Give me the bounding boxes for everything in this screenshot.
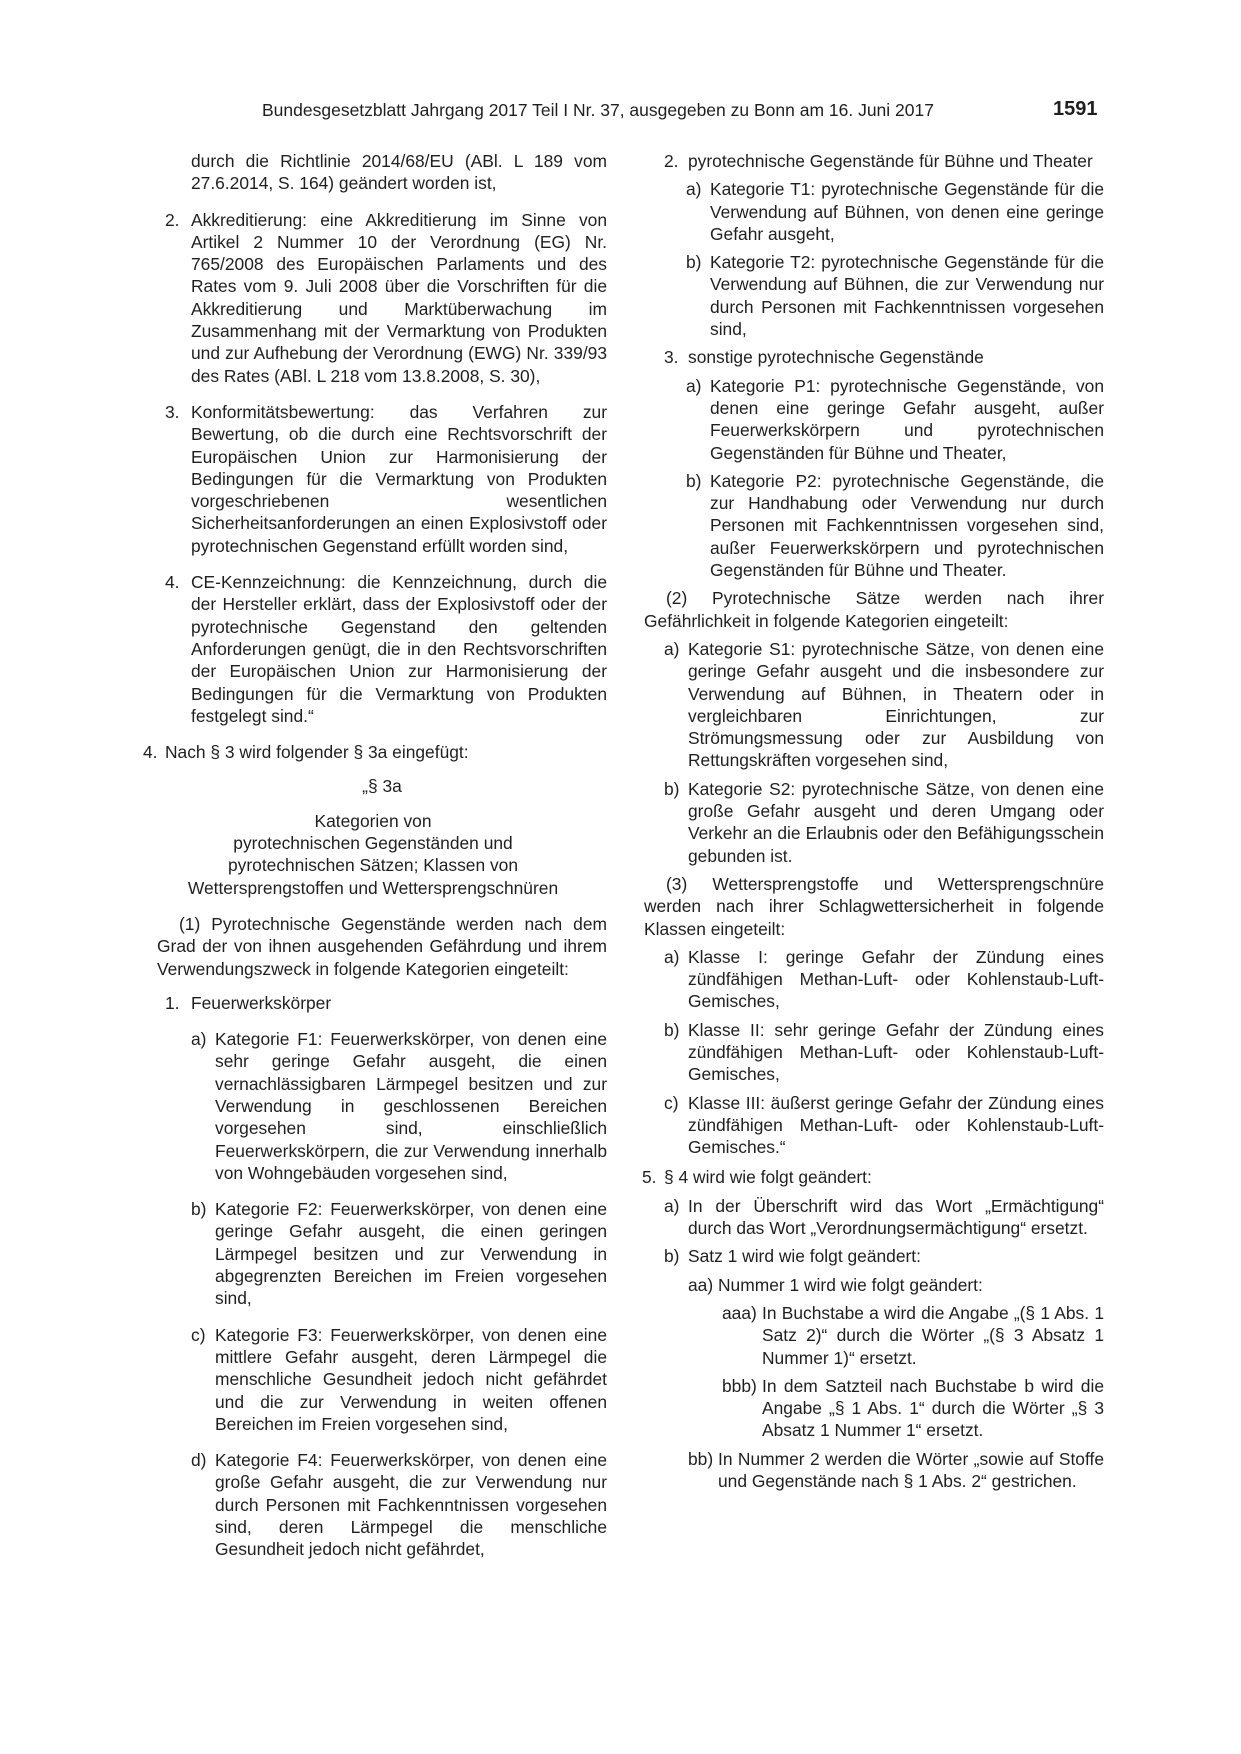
list-marker: 2. [165,209,180,230]
amendment-subitem-text: In Nummer 2 werden die Wörter „sowie auf Stoffe und Gegenstände nach § 1 Abs. 2“ gestrichen. [718,1448,1104,1492]
left-column [143,150,607,1561]
category-text: Kategorie P2: pyrotechnische Gegenstände, die zur Handhabung oder Verwendung nur durch Personen mit Fachkenntnissen vorgesehen sind, außer Feuerwerkskörpern und pyrotechnischen Gegenständen für Bühne und Theater. [710,470,1104,581]
category-group [644,346,1104,368]
paragraph-1: (1) Pyrotechnische Gegenstände werden nach dem Grad der von ihnen ausgehenden Gefährdung und ihrem Verwendungszweck in folgende Kategorien eingeteilt: [157,913,607,979]
list-marker: b) [686,470,702,491]
list-marker: d) [191,1450,207,1471]
list-marker: b) [664,1246,680,1267]
category-text: Kategorie F2: Feuerwerkskörper, von denen eine geringe Gefahr ausgeht, die einen geringen Lärmpegel besitzen und zur Verwendung in abgegrenzten Bereichen im Freien vorgesehen sind, [215,1199,607,1309]
section-title-line: pyrotechnischen Gegenständen und [233,833,513,854]
list-marker: b) [664,778,680,799]
category-text: Kategorie F4: Feuerwerkskörper, von denen eine große Gefahr ausgeht, die zur Verwendung nur durch Personen mit Fachkenntnissen vorgesehen sind, deren Lärmpegel die menschliche Gesundheit jedoch nicht gefährdet, [215,1450,607,1560]
list-marker: 4. [165,572,180,593]
class-text: Klasse III: äußerst geringe Gefahr der Zündung eines zündfähigen Methan-Luft- oder Kohlenstaub-Luft-Gemisches.“ [688,1092,1104,1158]
list-marker: 2. [664,151,679,171]
section-title [139,810,607,899]
page-number: 1591 [1053,98,1098,120]
category-text: Kategorie T1: pyrotechnische Gegenstände für die Verwendung auf Bühnen, von denen eine geringe Gefahr ausgeht, [710,179,1104,244]
section-title-line: Kategorien von [314,810,432,831]
class-text: Klasse II: sehr geringe Gefahr der Zündung eines zündfähigen Methan-Luft- oder Kohlenstaub-Luft-Gemisches, [688,1019,1104,1085]
amendment-text: § 4 wird wie folgt geändert: [664,1167,872,1188]
category-item [644,251,1104,340]
list-marker: a) [686,375,702,396]
category-item [644,178,1104,245]
category-group-text: Feuerwerkskörper [191,992,332,1013]
amendment-subitem [644,1274,1104,1296]
list-marker: a) [686,179,702,200]
class-text: Klasse I: geringe Gefahr der Zündung eines zündfähigen Methan-Luft- oder Kohlenstaub-Luft-Gemisches, [688,946,1104,1012]
section-label: „§ 3a [362,776,402,797]
continued-paragraph: durch die Richtlinie 2014/68/EU (ABl. L 189 vom 27.6.2014, S. 164) geändert worden ist, [191,151,607,194]
list-marker: c) [664,1092,679,1113]
section-title-line: Wettersprengstoffen und Wettersprengschnüren [187,877,559,898]
paragraph-3: (3) Wettersprengstoffe und Wettersprengschnüre werden nach ihrer Schlagwettersicherheit in folgende Klassen eingeteilt: [644,873,1104,939]
list-marker: a) [664,946,680,967]
list-marker: 5. [642,1167,657,1188]
category-item [157,1449,607,1560]
amendment-subitem [644,1195,1104,1240]
amendment-subitem [644,1245,1104,1267]
list-marker: a) [664,1195,680,1216]
category-group-text: pyrotechnische Gegenstände für Bühne und Theater [688,151,1093,171]
category-item [644,375,1104,464]
class-item [644,946,1104,1013]
amendment-subitem [644,1375,1104,1442]
paragraph-2: (2) Pyrotechnische Sätze werden nach ihrer Gefährlichkeit in folgende Kategorien eingeteilt: [644,588,1104,631]
category-text: Kategorie F1: Feuerwerkskörper, von denen eine sehr geringe Gefahr ausgeht, die einen vernachlässigbaren Lärmpegel besitzen und zur Verwendung in geschlossenen Bereichen vorgesehen sind, einschließlich Feuerwerkskörpern, die zur Verwendung innerhalb von Wohngebäuden vorgesehen sind, [215,1029,607,1183]
running-header: Bundesgesetzblatt Jahrgang 2017 Teil I Nr. 37, ausgegeben zu Bonn am 16. Juni 2017 [262,100,934,120]
amendment-item [143,741,607,763]
category-item [644,778,1104,867]
list-marker: aaa) [722,1302,757,1323]
list-marker: 3. [664,347,679,368]
list-item [157,209,607,387]
class-item [644,1019,1104,1086]
list-marker: 3. [165,401,180,422]
class-item [644,1092,1104,1159]
category-group [644,150,1104,172]
category-item [157,1028,607,1184]
list-marker: c) [191,1324,206,1345]
amendment-subitem-text: Satz 1 wird wie folgt geändert: [688,1246,921,1267]
category-item [157,1324,607,1435]
amendment-subitem [644,1302,1104,1369]
definition-text: CE-Kennzeichnung: die Kennzeichnung, durch die der Hersteller erklärt, dass der Explosivstoff oder der pyrotechnische Gegenstand den geltenden Anforderungen genügt, die in den Rechtsvorschriften der Europäischen Union zur Harmonisierung der Bedingungen für die Vermarktung von Produkten festgelegt sind.“ [191,572,607,726]
category-text: Kategorie T2: pyrotechnische Gegenstände für die Verwendung auf Bühnen, die zur Verwendung nur durch Personen mit Fachkenntnissen vorgesehen sind, [710,252,1104,340]
amendment-subitem [644,1448,1104,1493]
category-text: Kategorie F3: Feuerwerkskörper, von denen eine mittlere Gefahr ausgeht, deren Lärmpegel die menschliche Gesundheit jedoch nicht gefährdet und die zur Verwendung in weiten offenen Bereichen im Freien vorgesehen sind, [215,1324,607,1434]
category-group [157,992,607,1014]
definition-text: Konformitätsbewertung: das Verfahren zur Bewertung, ob die durch eine Rechtsvorschrift der Europäischen Union zur Harmonisierung der Bedingungen für die Vermarktung von Produkten vorgeschriebenen wesentlichen Sicherheitsanforderungen an einen Explosivstoff oder pyrotechnischen Gegenstand erfüllt worden sind, [191,401,607,556]
section-title-line: pyrotechnischen Sätzen; Klassen von [227,855,519,876]
amendment-subitem-text: In der Überschrift wird das Wort „Ermächtigung“ durch das Wort „Verordnungsermächtigung“ ersetzt. [688,1195,1104,1239]
list-marker: a) [664,638,680,659]
list-marker: 1. [165,992,180,1013]
list-marker: a) [191,1029,207,1050]
amendment-subitem-text: In Buchstabe a wird die Angabe „(§ 1 Abs. 1 Satz 2)“ durch die Wörter „(§ 3 Absatz 1 Nummer 1)“ ersetzt. [762,1302,1104,1368]
amendment-subitem-text: In dem Satzteil nach Buchstabe b wird die Angabe „§ 1 Abs. 1“ durch die Wörter „§ 3 Absatz 1 Nummer 1“ ersetzt. [762,1375,1104,1441]
category-text: Kategorie S2: pyrotechnische Sätze, von denen eine große Gefahr ausgeht und deren Umgang oder Verkehr an die Erlaubnis oder den Befähigungsschein gebunden ist. [688,778,1104,866]
category-text: Kategorie P1: pyrotechnische Gegenstände, von denen eine geringe Gefahr ausgeht, außer Feuerwerkskörpern und pyrotechnischen Gegenständen für Bühne und Theater, [710,375,1104,463]
amendment-text: Nach § 3 wird folgender § 3a eingefügt: [165,742,469,763]
category-group-text: sonstige pyrotechnische Gegenstände [688,347,984,368]
category-item [644,638,1104,772]
category-text: Kategorie S1: pyrotechnische Sätze, von denen eine geringe Gefahr ausgeht und die insbesondere zur Verwendung auf Bühnen, in Theatern oder in vergleichbaren Einrichtungen, zur Strömungsmessung oder zur Ausbildung von Rettungskräften vorgesehen sind, [688,638,1104,771]
list-marker: aa) [688,1274,714,1295]
category-item [157,1198,607,1309]
list-marker: b) [664,1019,680,1040]
category-item [644,470,1104,581]
list-marker: bb) [688,1448,714,1469]
list-marker: b) [191,1199,207,1220]
definition-text: Akkreditierung: eine Akkreditierung im Sinne von Artikel 2 Nummer 10 der Verordnung (EG) Nr. 765/2008 des Europäischen Parlaments und des Rates vom 9. Juli 2008 über die Vorschriften für die Akkreditierung und Marktüberwachung im Zusammenhang mit der Vermarktung von Produkten und zur Aufhebung der Verordnung (EWG) Nr. 339/93 des Rates (ABl. L 218 vom 13.8.2008, S. 30), [191,209,607,386]
list-marker: bbb) [722,1375,757,1396]
right-column [644,150,1104,1492]
list-item [157,571,607,727]
list-item [157,401,607,557]
amendment-subitem-text: Nummer 1 wird wie folgt geändert: [718,1274,983,1295]
amendment-item [644,1166,1104,1188]
list-marker: b) [686,252,702,273]
list-marker: 4. [143,742,158,763]
